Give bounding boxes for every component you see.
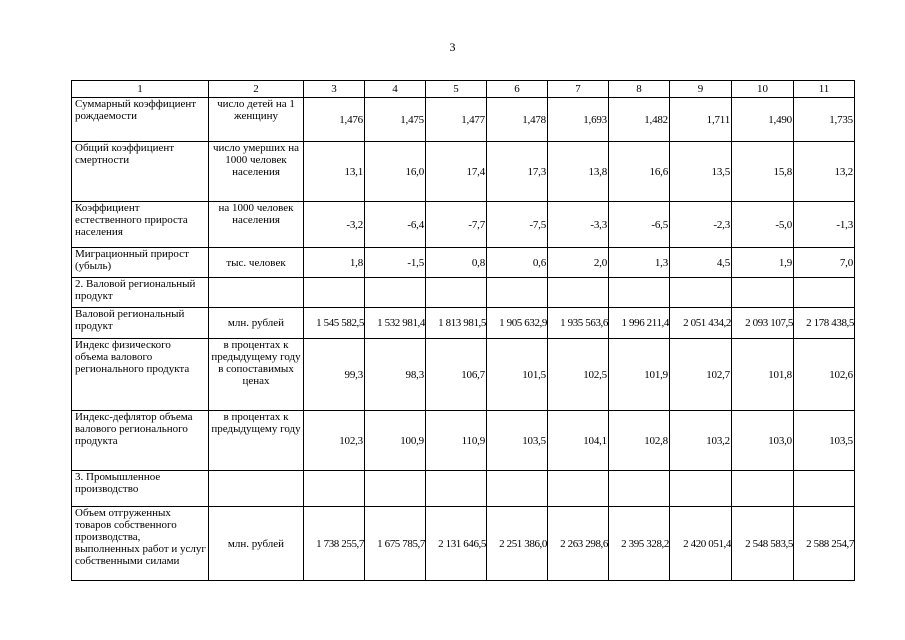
value-cell: 17,3 xyxy=(487,142,548,202)
table-row xyxy=(72,202,855,248)
indicator-cell: Валовой региональный продукт xyxy=(72,308,209,339)
value-cell: 15,8 xyxy=(732,142,794,202)
value-cell xyxy=(794,471,855,507)
statistics-table xyxy=(71,80,855,581)
value-cell: 1,711 xyxy=(670,98,732,142)
value-cell: 1,482 xyxy=(609,98,670,142)
value-cell: 1,478 xyxy=(487,98,548,142)
value-cell xyxy=(487,471,548,507)
value-cell xyxy=(426,278,487,308)
value-cell: 0,8 xyxy=(426,248,487,278)
value-cell: -3,2 xyxy=(304,202,365,248)
unit-cell xyxy=(209,278,304,308)
value-cell: 2 395 328,2 xyxy=(609,507,670,581)
value-cell: 1,9 xyxy=(732,248,794,278)
value-cell: 1,8 xyxy=(304,248,365,278)
header-row xyxy=(72,81,855,98)
value-cell: 13,8 xyxy=(548,142,609,202)
table-row xyxy=(72,142,855,202)
unit-cell: млн. рублей xyxy=(209,507,304,581)
section-heading: 2. Валовой региональный продукт xyxy=(72,278,209,308)
value-cell: 104,1 xyxy=(548,411,609,471)
table-row xyxy=(72,98,855,142)
header-cell: 10 xyxy=(732,81,794,98)
value-cell: 2 093 107,5 xyxy=(732,308,794,339)
value-cell: 103,5 xyxy=(794,411,855,471)
value-cell: -6,4 xyxy=(365,202,426,248)
value-cell xyxy=(487,278,548,308)
value-cell: -2,3 xyxy=(670,202,732,248)
value-cell: 102,6 xyxy=(794,339,855,411)
value-cell: 16,6 xyxy=(609,142,670,202)
value-cell xyxy=(732,278,794,308)
value-cell: 2 178 438,5 xyxy=(794,308,855,339)
value-cell: 106,7 xyxy=(426,339,487,411)
header-cell: 3 xyxy=(304,81,365,98)
unit-cell: в процентах к предыдущему году xyxy=(209,411,304,471)
value-cell: 101,9 xyxy=(609,339,670,411)
value-cell: -3,3 xyxy=(548,202,609,248)
value-cell: 2 588 254,7 xyxy=(794,507,855,581)
value-cell: 2 131 646,5 xyxy=(426,507,487,581)
header-cell: 8 xyxy=(609,81,670,98)
value-cell: 1 675 785,7 xyxy=(365,507,426,581)
indicator-cell: Суммарный коэффициент рождаемости xyxy=(72,98,209,142)
indicator-cell: Индекс физического объема валового регионального продукта xyxy=(72,339,209,411)
table-body xyxy=(72,81,855,581)
header-cell: 11 xyxy=(794,81,855,98)
value-cell: 2 051 434,2 xyxy=(670,308,732,339)
section-heading: 3. Промышленное производство xyxy=(72,471,209,507)
value-cell: 1 935 563,6 xyxy=(548,308,609,339)
value-cell xyxy=(794,278,855,308)
table-row xyxy=(72,411,855,471)
value-cell xyxy=(304,278,365,308)
unit-cell: число детей на 1 женщину xyxy=(209,98,304,142)
value-cell: 1,735 xyxy=(794,98,855,142)
value-cell xyxy=(365,471,426,507)
section-row xyxy=(72,278,855,308)
table-row xyxy=(72,248,855,278)
unit-cell: на 1000 человек населения xyxy=(209,202,304,248)
value-cell: 13,1 xyxy=(304,142,365,202)
value-cell xyxy=(609,471,670,507)
header-cell: 5 xyxy=(426,81,487,98)
header-cell: 4 xyxy=(365,81,426,98)
value-cell xyxy=(426,471,487,507)
unit-cell: млн. рублей xyxy=(209,308,304,339)
header-cell: 2 xyxy=(209,81,304,98)
value-cell xyxy=(732,471,794,507)
header-cell: 6 xyxy=(487,81,548,98)
unit-cell: число умерших на 1000 человек населения xyxy=(209,142,304,202)
indicator-cell: Общий коэффициент смертности xyxy=(72,142,209,202)
value-cell: 2,0 xyxy=(548,248,609,278)
value-cell: 1,693 xyxy=(548,98,609,142)
indicator-cell: Коэффициент естественного прироста населения xyxy=(72,202,209,248)
value-cell: 102,5 xyxy=(548,339,609,411)
value-cell xyxy=(304,471,365,507)
value-cell xyxy=(670,278,732,308)
value-cell: -5,0 xyxy=(732,202,794,248)
header-cell: 9 xyxy=(670,81,732,98)
value-cell: 2 548 583,5 xyxy=(732,507,794,581)
value-cell: 100,9 xyxy=(365,411,426,471)
value-cell: 1 532 981,4 xyxy=(365,308,426,339)
value-cell: 1,490 xyxy=(732,98,794,142)
unit-cell: тыс. человек xyxy=(209,248,304,278)
value-cell: 99,3 xyxy=(304,339,365,411)
value-cell: 1,3 xyxy=(609,248,670,278)
value-cell: 2 263 298,6 xyxy=(548,507,609,581)
value-cell: -6,5 xyxy=(609,202,670,248)
value-cell: 1,475 xyxy=(365,98,426,142)
indicator-cell: Объем отгруженных товаров собственного производства, выполненных работ и услуг собственными силами xyxy=(72,507,209,581)
value-cell: 98,3 xyxy=(365,339,426,411)
value-cell: 102,3 xyxy=(304,411,365,471)
value-cell: 16,0 xyxy=(365,142,426,202)
header-cell: 7 xyxy=(548,81,609,98)
value-cell: 101,5 xyxy=(487,339,548,411)
page-number: 3 xyxy=(449,40,456,54)
value-cell: 1,476 xyxy=(304,98,365,142)
value-cell: -7,7 xyxy=(426,202,487,248)
value-cell: 17,4 xyxy=(426,142,487,202)
table-row xyxy=(72,308,855,339)
value-cell xyxy=(609,278,670,308)
header-cell: 1 xyxy=(72,81,209,98)
value-cell: 1 738 255,7 xyxy=(304,507,365,581)
value-cell xyxy=(670,471,732,507)
unit-cell: в процентах к предыдущему году в сопоставимых ценах xyxy=(209,339,304,411)
value-cell: 101,8 xyxy=(732,339,794,411)
value-cell: 1 813 981,5 xyxy=(426,308,487,339)
value-cell: -7,5 xyxy=(487,202,548,248)
table-row xyxy=(72,507,855,581)
value-cell: 103,5 xyxy=(487,411,548,471)
value-cell: 2 251 386,0 xyxy=(487,507,548,581)
section-row xyxy=(72,471,855,507)
value-cell: 102,8 xyxy=(609,411,670,471)
value-cell: 110,9 xyxy=(426,411,487,471)
value-cell: 1 905 632,9 xyxy=(487,308,548,339)
table-row xyxy=(72,339,855,411)
indicator-cell: Индекс-дефлятор объема валового регионального продукта xyxy=(72,411,209,471)
value-cell: 4,5 xyxy=(670,248,732,278)
indicator-cell: Миграционный прирост (убыль) xyxy=(72,248,209,278)
value-cell xyxy=(548,471,609,507)
value-cell: 103,0 xyxy=(732,411,794,471)
value-cell: -1,3 xyxy=(794,202,855,248)
value-cell: 2 420 051,4 xyxy=(670,507,732,581)
value-cell: 1 545 582,5 xyxy=(304,308,365,339)
value-cell xyxy=(548,278,609,308)
unit-cell xyxy=(209,471,304,507)
value-cell: 102,7 xyxy=(670,339,732,411)
value-cell: 13,2 xyxy=(794,142,855,202)
value-cell: 7,0 xyxy=(794,248,855,278)
value-cell: 13,5 xyxy=(670,142,732,202)
value-cell: 103,2 xyxy=(670,411,732,471)
value-cell xyxy=(365,278,426,308)
value-cell: 0,6 xyxy=(487,248,548,278)
value-cell: 1,477 xyxy=(426,98,487,142)
value-cell: 1 996 211,4 xyxy=(609,308,670,339)
value-cell: -1,5 xyxy=(365,248,426,278)
